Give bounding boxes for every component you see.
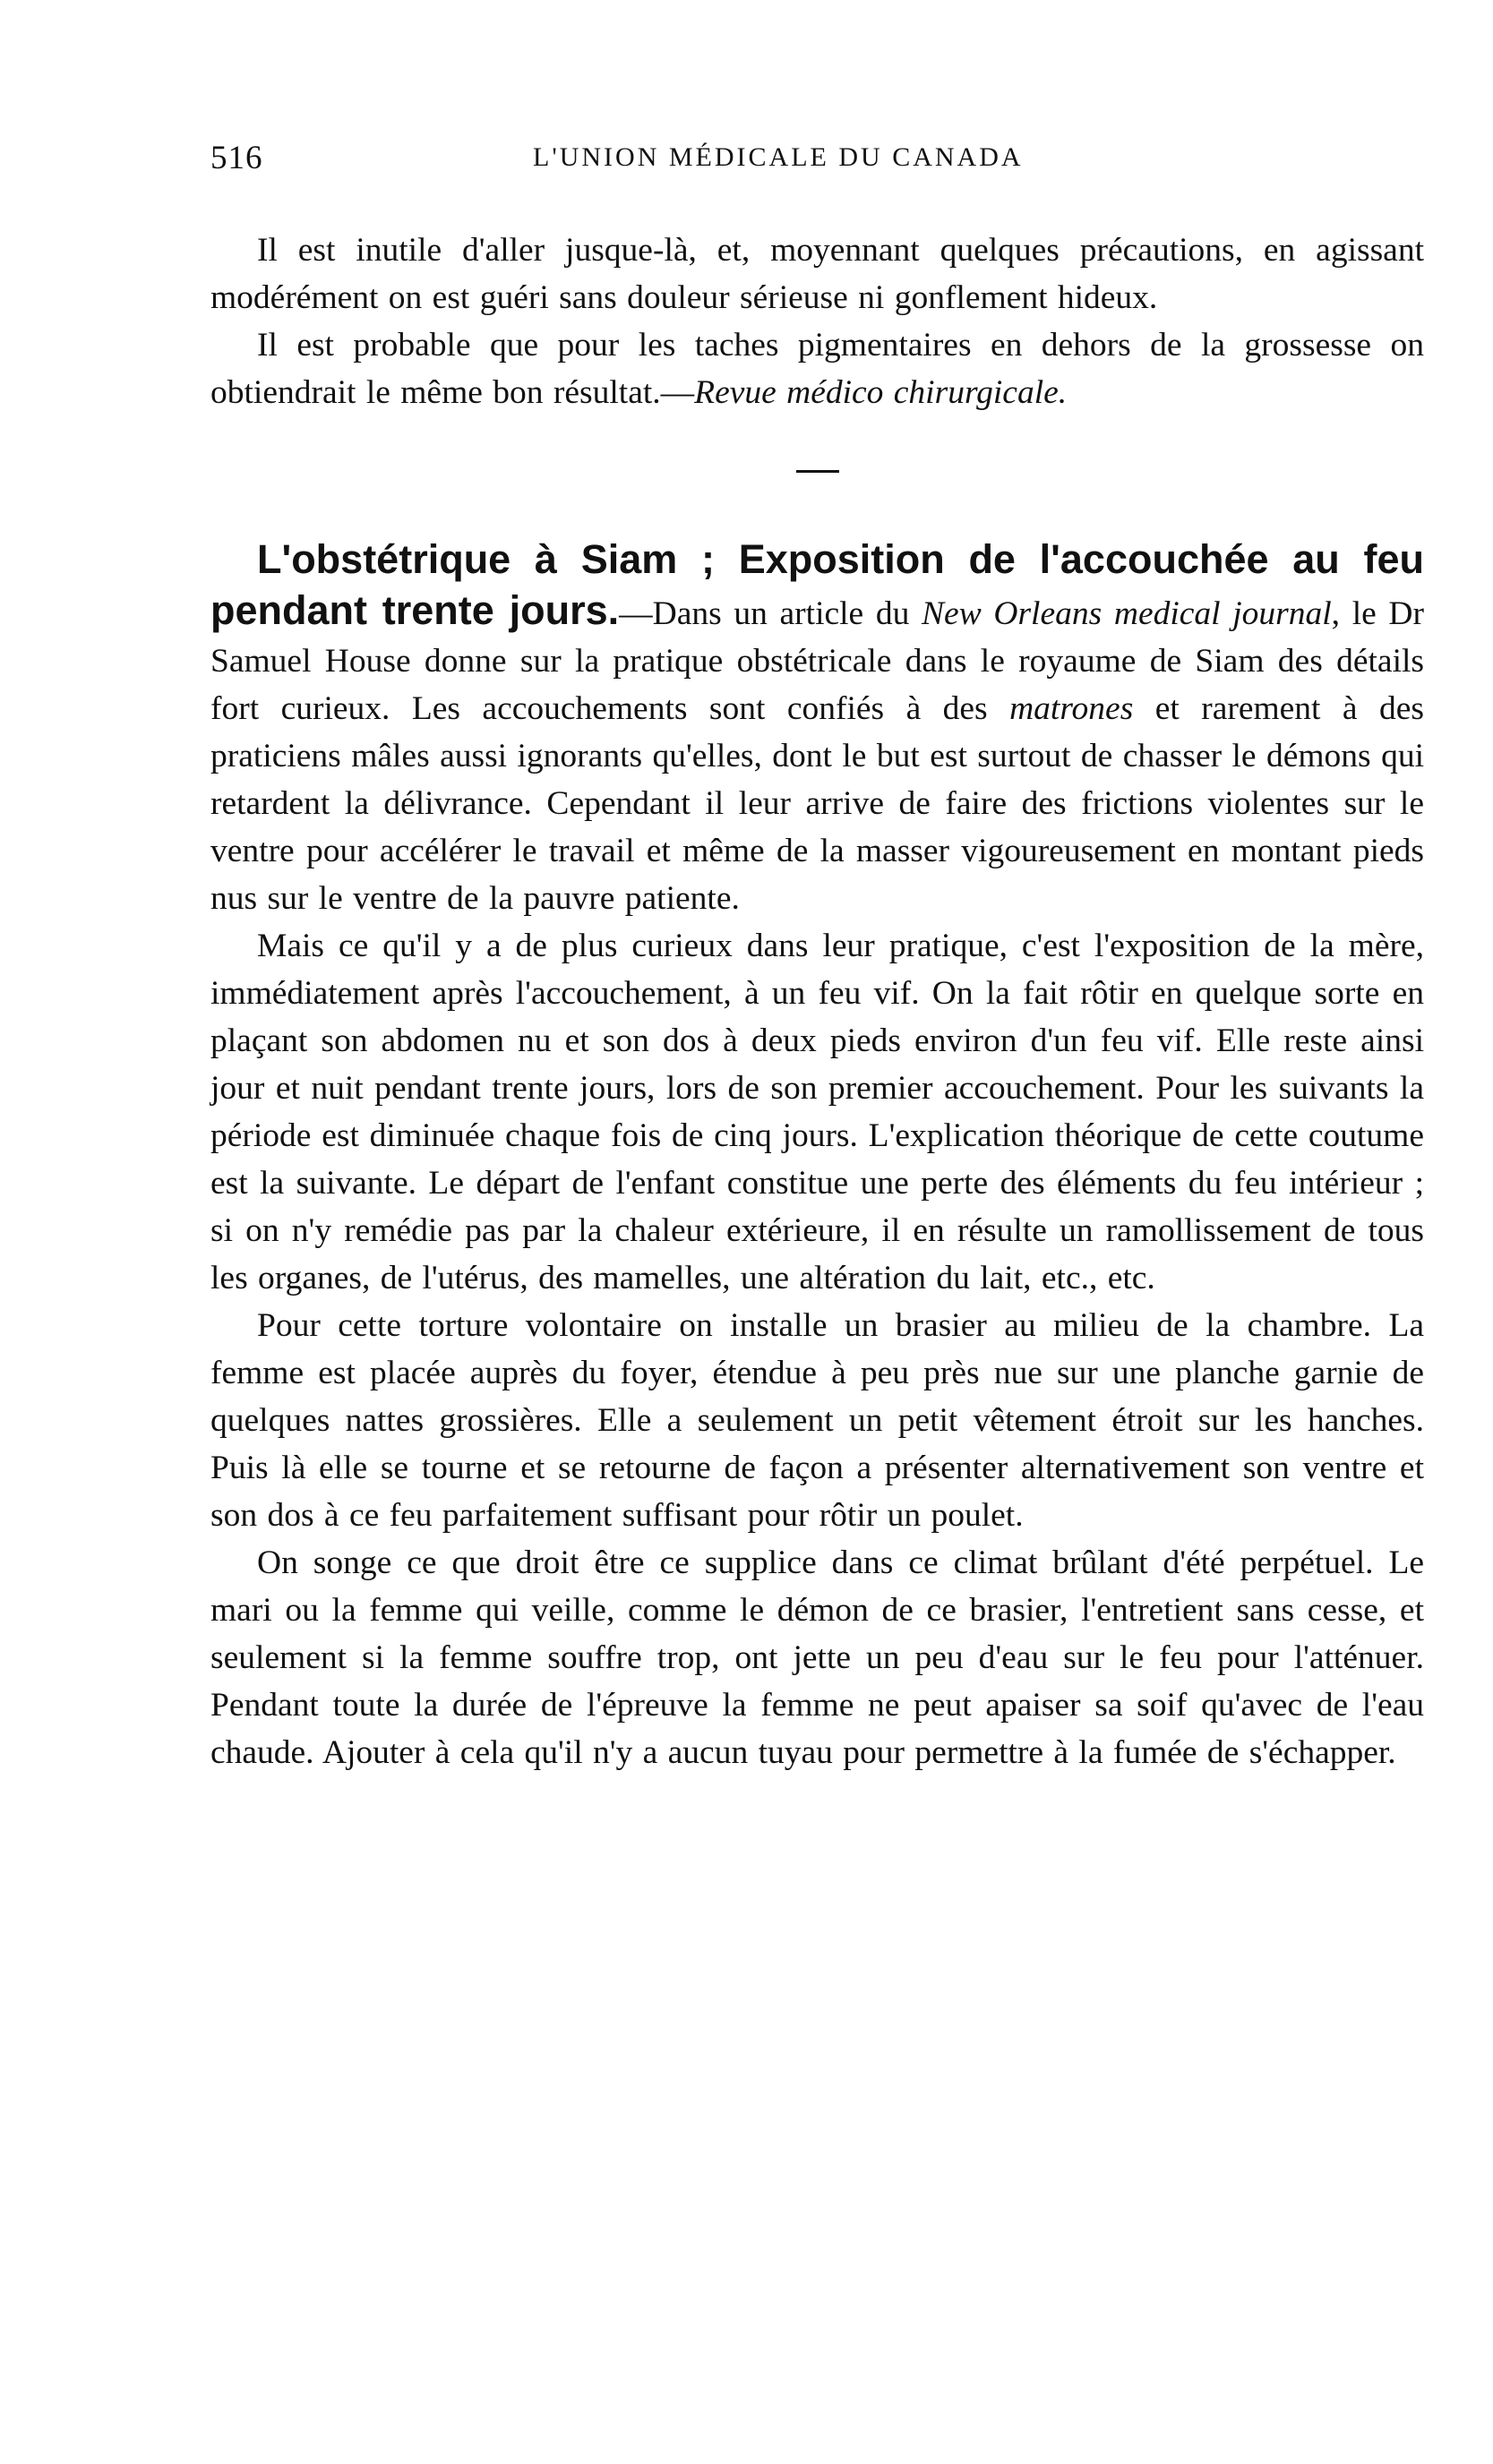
- article-intro-paragraph: [210, 535, 1424, 922]
- article-paragraph-2: Mais ce qu'il y a de plus curieux dans leur pratique, c'est l'exposition de la mère, immédiatement après l'accouchement, à un feu vif. On la fait rôtir en quelque sorte en plaçant son abdomen nu et son dos à deux pieds environ d'un feu vif. Elle reste ainsi jour et nuit pendant trente jours, lors de son premier accouchement. Pour les suivants la période est diminuée chaque fois de cinq jours. L'explication théorique de cette coutume est la suivante. Le départ de l'enfant constitue une perte des éléments du feu intérieur ; si on n'y remédie pas par la chaleur extérieure, il en résulte un ramollissement de tous les organes, de l'utérus, des mamelles, une altération du lait, etc., etc.: [210, 928, 1424, 1296]
- article-intro-after-matrones: et rarement à des praticiens mâles aussi ignorants qu'elles, dont le but est surtout de chasser le démons qui retardent la délivrance. Cependant il leur arrive de faire des frictions violentes sur le ventre pour accélérer le travail et même de la masser vigoureusement en montant pieds nus sur le ventre de la pauvre patiente.: [210, 690, 1424, 917]
- article-paragraph-3: Pour cette torture volontaire on installe un brasier au milieu de la chambre. La femme est placée auprès du foyer, étendue à peu près nue sur une planche garnie de quelques nattes grossières. Elle a seulement un petit vêtement étroit sur les hanches. Puis là elle se tourne et se retourne de façon a présenter alternativement son ventre et son dos à ce feu parfaitement suffisant pour rôtir un poulet.: [210, 1307, 1424, 1534]
- journal-title: L'UNION MÉDICALE DU CANADA: [533, 142, 1024, 172]
- previous-article-paragraph-2-text: Il est probable que pour les taches pigmentaires en dehors de la grossesse on obtiendrait le même bon résultat.—: [210, 327, 1424, 411]
- page-number: 516: [210, 140, 263, 176]
- running-head: [210, 139, 1424, 192]
- previous-article-paragraph-1: Il est inutile d'aller jusque-là, et, moyennant quelques précautions, en agissant modérément on est guéri sans douleur sérieuse ni gonflement hideux.: [210, 232, 1424, 316]
- section-divider: [796, 470, 839, 473]
- article-intro-after-journal: , le Dr Samuel House donne sur la pratique obstétricale dans le royaume de Siam des détails fort curieux. Les accouchements sont confiés à des: [210, 595, 1425, 727]
- source-citation: Revue médico chirurgicale.: [694, 374, 1068, 411]
- matrones-term: matrones: [1009, 690, 1134, 727]
- article-intro-before-journal: —Dans un article du: [619, 595, 922, 632]
- document-page: [210, 139, 1424, 2431]
- article-paragraph-4: On songe ce que droit être ce supplice dans ce climat brûlant d'été perpétuel. Le mari ou la femme qui veille, comme le démon de ce brasier, l'entretient sans cesse, et seulement si la femme souffre trop, ont jette un peu d'eau sur le feu pour l'atténuer. Pendant toute la durée de l'épreuve la femme ne peut apaiser sa soif qu'avec de l'eau chaude. Ajouter à cela qu'il n'y a aucun tuyau pour permettre à la fumée de s'échapper.: [210, 1544, 1424, 1771]
- journal-name: New Orleans medical journal: [922, 595, 1332, 632]
- article-title: L'obstétrique à Siam ; Exposition de l'accouchée au feu pendant trente jours.: [210, 536, 1424, 633]
- previous-article-paragraph-2: [210, 321, 1424, 416]
